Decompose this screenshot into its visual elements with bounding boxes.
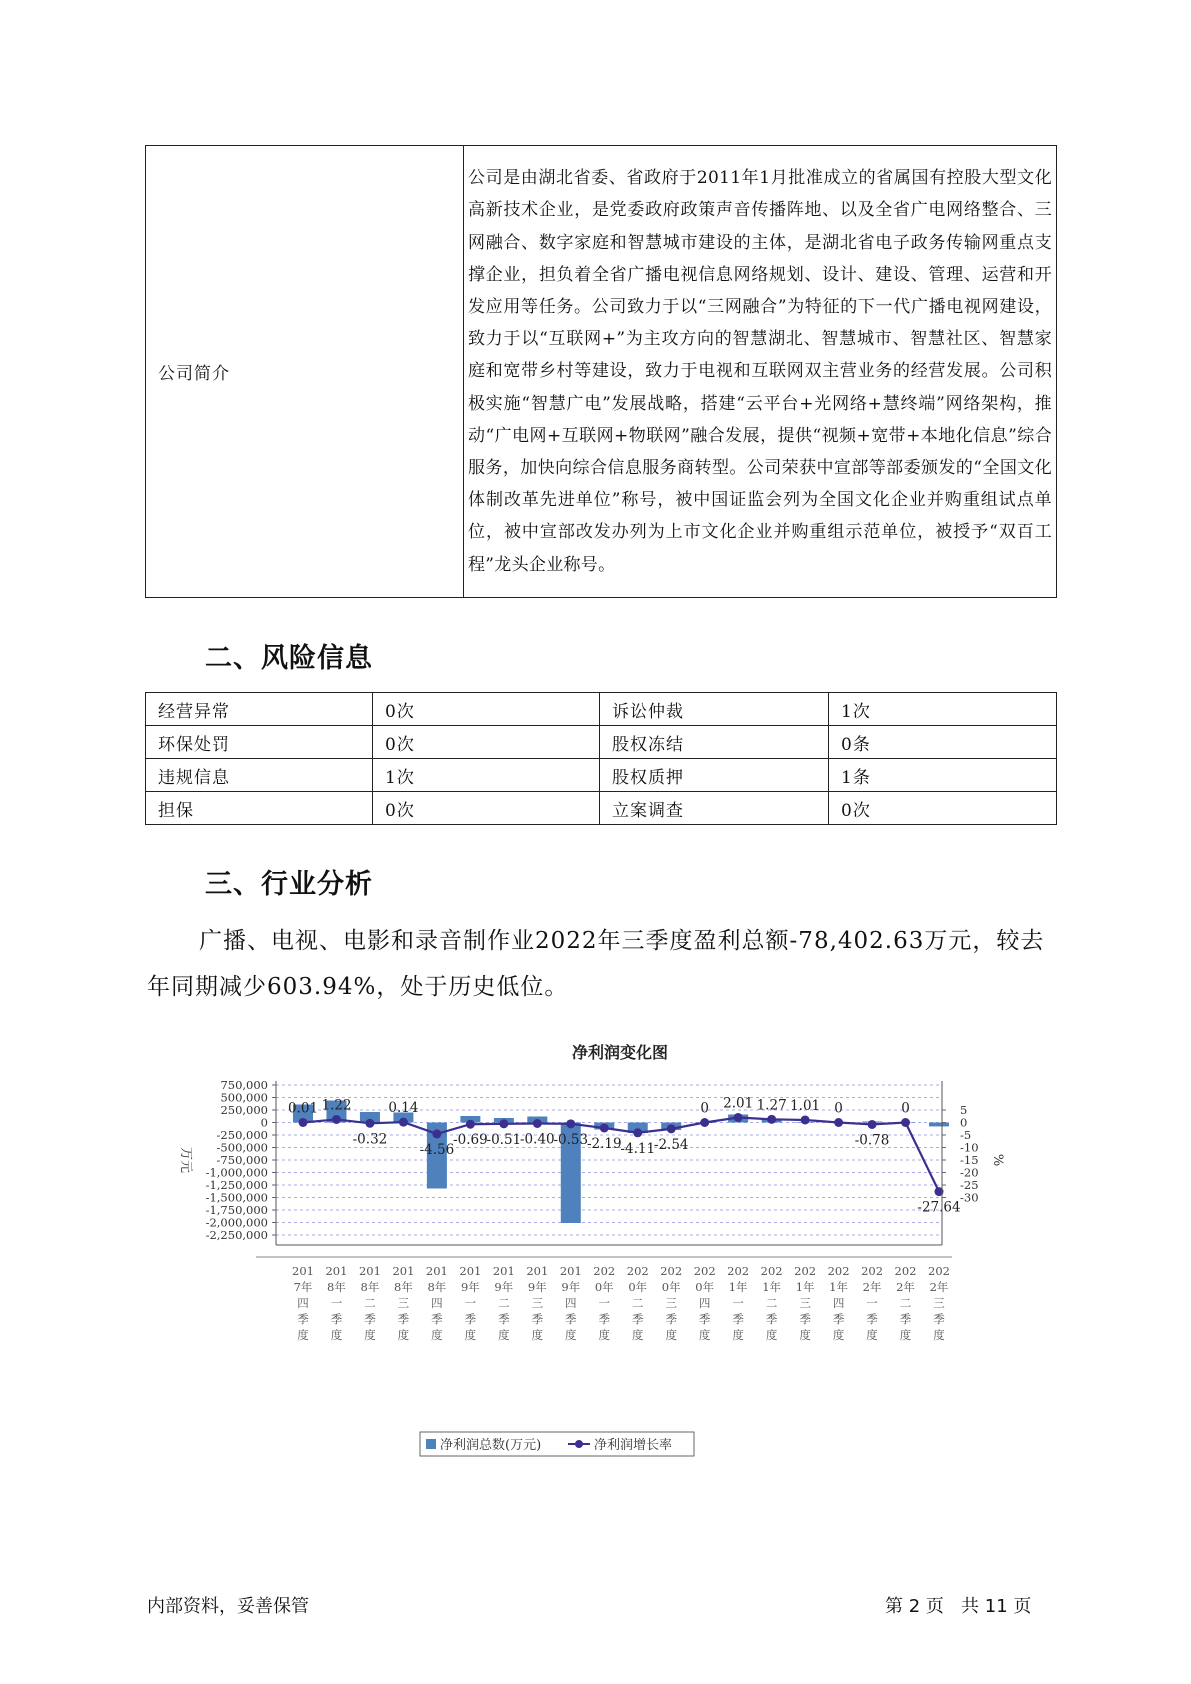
x-tick-label: 201 — [459, 1264, 482, 1278]
x-tick-label: 202 — [626, 1264, 649, 1278]
risk-cell: 股权冻结 — [600, 726, 829, 759]
x-tick-label: 8年 — [427, 1280, 447, 1294]
x-tick-label: 度 — [431, 1328, 443, 1342]
x-tick-label: 2年 — [862, 1280, 882, 1294]
x-tick-label: 8年 — [394, 1280, 413, 1294]
table-row — [146, 693, 1057, 726]
risk-cell: 立案调查 — [600, 792, 829, 825]
x-tick-label: 201 — [425, 1264, 448, 1278]
x-tick-label: 度 — [364, 1328, 376, 1342]
y-left-axis-label: 万元 — [178, 1146, 193, 1174]
x-tick-label: 二 — [899, 1296, 912, 1310]
x-tick-label: 0年 — [594, 1280, 614, 1294]
growth-point — [600, 1123, 609, 1132]
x-tick-label: 1年 — [762, 1280, 782, 1294]
x-tick-label: 度 — [397, 1328, 410, 1342]
data-label: -2.19 — [586, 1135, 622, 1152]
x-tick-label: 202 — [760, 1264, 783, 1278]
x-tick-label: 0年 — [661, 1280, 681, 1294]
x-tick-label: 季 — [832, 1312, 845, 1326]
x-tick-label: 0年 — [695, 1280, 715, 1294]
x-tick-label: 季 — [799, 1312, 811, 1326]
data-label: 0 — [901, 1100, 910, 1117]
intro-label: 公司简介 — [146, 146, 464, 598]
y-left-tick-label: -1,500,000 — [205, 1190, 268, 1205]
x-tick-label: 9年 — [527, 1280, 547, 1294]
data-label: -0.40 — [520, 1131, 555, 1148]
legend-swatch-point — [575, 1440, 583, 1448]
data-label: -4.11 — [620, 1140, 656, 1157]
x-tick-label: 2年 — [929, 1280, 949, 1294]
risk-cell: 0次 — [373, 693, 600, 726]
section-title-industry: 三、行业分析 — [205, 869, 373, 900]
x-tick-label: 1年 — [829, 1280, 848, 1294]
x-tick-label: 度 — [732, 1328, 744, 1342]
x-tick-label: 四 — [431, 1296, 443, 1310]
x-tick-label: 201 — [392, 1264, 415, 1278]
risk-cell: 1条 — [829, 759, 1057, 792]
x-tick-label: 度 — [464, 1328, 477, 1342]
growth-point — [700, 1118, 709, 1127]
x-tick-label: 202 — [660, 1264, 683, 1278]
legend-swatch-bar — [426, 1439, 436, 1449]
risk-cell: 0条 — [829, 726, 1057, 759]
growth-point — [499, 1119, 508, 1128]
x-tick-label: 201 — [526, 1264, 549, 1278]
risk-cell: 0次 — [829, 792, 1057, 825]
table-row — [146, 759, 1057, 792]
x-tick-label: 一 — [330, 1296, 343, 1310]
risk-cell: 经营异常 — [146, 693, 373, 726]
x-tick-label: 1年 — [795, 1280, 815, 1294]
company-intro-table — [145, 145, 1057, 598]
growth-point — [734, 1113, 743, 1122]
risk-cell: 1次 — [829, 693, 1057, 726]
y-right-tick-label: -15 — [960, 1153, 979, 1167]
risk-cell: 担保 — [146, 792, 373, 825]
y-left-tick-label: 0 — [260, 1115, 268, 1130]
growth-point — [466, 1120, 475, 1129]
x-tick-label: 度 — [698, 1328, 711, 1342]
x-tick-label: 二 — [631, 1296, 644, 1310]
legend-label-line: 净利润增长率 — [594, 1438, 673, 1453]
x-tick-label: 201 — [358, 1264, 381, 1278]
data-label: -0.78 — [854, 1132, 890, 1149]
x-tick-label: 1年 — [728, 1280, 748, 1294]
x-tick-label: 202 — [794, 1264, 817, 1278]
risk-cell: 诉讼仲裁 — [600, 693, 829, 726]
x-tick-label: 四 — [698, 1296, 711, 1310]
x-tick-label: 0年 — [628, 1280, 648, 1294]
risk-cell: 违规信息 — [146, 759, 373, 792]
x-tick-label: 度 — [598, 1328, 611, 1342]
x-tick-label: 三 — [531, 1296, 544, 1310]
x-tick-label: 三 — [799, 1296, 811, 1310]
x-tick-label: 度 — [899, 1328, 912, 1342]
data-label: 1.22 — [321, 1097, 352, 1114]
growth-point — [801, 1115, 810, 1124]
data-label: -27.64 — [917, 1199, 961, 1216]
x-tick-label: 季 — [397, 1312, 410, 1326]
growth-point — [868, 1120, 877, 1129]
x-tick-label: 季 — [531, 1312, 544, 1326]
x-tick-label: 201 — [325, 1264, 348, 1278]
table-row — [146, 726, 1057, 759]
risk-cell: 股权质押 — [600, 759, 829, 792]
x-tick-label: 一 — [732, 1296, 744, 1310]
data-label: -2.54 — [653, 1136, 689, 1153]
x-tick-label: 8年 — [327, 1280, 346, 1294]
page-number: 第 2 页 共 11 页 — [885, 1596, 1032, 1617]
x-tick-label: 度 — [866, 1328, 878, 1342]
x-tick-label: 季 — [297, 1312, 309, 1326]
intro-text: 公司是由湖北省委、省政府于2011年1月批准成立的省属国有控股大型文化高新技术企业，是党委政府政策声音传播阵地、以及全省广电网络整合、三网融合、数字家庭和智慧城市建设的主体，是湖北省电子政务传输网重点支撑企业，担负着全省广播电视信息网络规划、设计、建设、管理、运营和开发应用等任务。公司致力于以“三网融合”为特征的下一代广播电视网建设，致力于以“互联网+”为主攻方向的智慧湖北、智慧城市、智慧社区、智慧家庭和宽带乡村等建设，致力于电视和互联网双主营业务的经营发展。公司积极实施“智慧广电”发展战略，搭建“云平台+光网络+慧终端”网络架构，推动“广电网+互联网+物联网”融合发展，提供“视频+宽带+本地化信息”综合服务，加快向综合信息服务商转型。公司荣获中宣部等部委颁发的“全国文化体制改革先进单位”称号，被中国证监会列为全国文化企业并购重组试点单位，被中宣部改发办列为上市文化企业并购重组示范单位，被授予“双百工程”龙头企业称号。 — [464, 146, 1057, 598]
x-tick-label: 二 — [498, 1296, 510, 1310]
x-tick-label: 三 — [933, 1296, 945, 1310]
chart-legend — [420, 1432, 694, 1456]
x-tick-label: 度 — [933, 1328, 945, 1342]
risk-cell: 1次 — [373, 759, 600, 792]
risk-cell: 0次 — [373, 792, 600, 825]
growth-point — [834, 1118, 843, 1127]
x-tick-label: 二 — [364, 1296, 376, 1310]
data-label: -0.53 — [553, 1131, 589, 1148]
x-tick-label: 度 — [498, 1328, 510, 1342]
x-tick-label: 度 — [531, 1328, 544, 1342]
x-tick-label: 一 — [598, 1296, 611, 1310]
x-tick-label: 季 — [364, 1312, 376, 1326]
industry-paragraph-text: 广播、电视、电影和录音制作业2022年三季度盈利总额-78,402.63万元，较去年同期减少603.94%，处于历史低位。 — [147, 928, 1045, 1000]
x-tick-label: 202 — [861, 1264, 884, 1278]
y-left-tick-label: 500,000 — [220, 1090, 268, 1105]
data-label: -0.51 — [486, 1131, 522, 1148]
x-tick-label: 度 — [765, 1328, 778, 1342]
y-left-tick-label: -2,000,000 — [205, 1215, 268, 1230]
growth-point — [365, 1119, 374, 1128]
data-label: -0.32 — [352, 1131, 388, 1148]
x-tick-label: 201 — [492, 1264, 515, 1278]
x-tick-label: 季 — [933, 1312, 945, 1326]
x-tick-label: 9年 — [561, 1280, 581, 1294]
x-tick-label: 202 — [894, 1264, 917, 1278]
growth-point — [432, 1129, 441, 1138]
x-tick-label: 9年 — [494, 1280, 514, 1294]
data-label: 2.01 — [723, 1095, 754, 1112]
data-label: 0.01 — [287, 1100, 319, 1117]
x-tick-label: 202 — [827, 1264, 850, 1278]
x-tick-label: 季 — [732, 1312, 744, 1326]
x-tick-label: 度 — [799, 1328, 811, 1342]
x-tick-label: 度 — [631, 1328, 644, 1342]
risk-cell: 环保处罚 — [146, 726, 373, 759]
y-right-tick-label: -10 — [960, 1140, 979, 1155]
y-left-tick-label: -1,000,000 — [205, 1165, 268, 1180]
growth-point — [299, 1118, 308, 1127]
y-left-tick-label: 250,000 — [220, 1103, 268, 1117]
x-tick-label: 四 — [297, 1296, 309, 1310]
x-tick-label: 季 — [498, 1312, 510, 1326]
x-tick-label: 度 — [297, 1328, 309, 1342]
x-tick-label: 度 — [665, 1328, 677, 1342]
x-tick-label: 度 — [565, 1328, 577, 1342]
data-label: -4.56 — [419, 1141, 455, 1158]
x-tick-label: 一 — [464, 1296, 477, 1310]
x-tick-label: 季 — [330, 1312, 343, 1326]
x-tick-label: 季 — [631, 1312, 644, 1326]
x-tick-label: 一 — [866, 1296, 878, 1310]
x-tick-label: 202 — [928, 1264, 950, 1278]
data-label: 1.27 — [756, 1097, 787, 1114]
y-left-tick-label: 750,000 — [220, 1078, 268, 1092]
x-tick-label: 二 — [765, 1296, 778, 1310]
data-label: 0 — [834, 1100, 843, 1117]
x-tick-label: 季 — [431, 1312, 443, 1326]
y-right-tick-label: -30 — [960, 1190, 979, 1205]
y-right-tick-label: -5 — [960, 1128, 972, 1142]
x-tick-label: 季 — [899, 1312, 912, 1326]
x-tick-label: 201 — [559, 1264, 582, 1278]
x-tick-label: 8年 — [360, 1280, 380, 1294]
y-right-axis-label: % — [990, 1153, 1005, 1167]
x-tick-label: 202 — [727, 1264, 750, 1278]
data-label: 1.01 — [790, 1097, 821, 1114]
x-tick-label: 202 — [693, 1264, 716, 1278]
x-tick-label: 季 — [464, 1312, 477, 1326]
table-row — [146, 792, 1057, 825]
x-tick-label: 四 — [832, 1296, 845, 1310]
x-tick-label: 季 — [698, 1312, 711, 1326]
y-left-tick-label: -500,000 — [216, 1140, 268, 1155]
growth-point — [667, 1124, 676, 1133]
x-tick-label: 季 — [765, 1312, 778, 1326]
chart-title: 净利润变化图 — [571, 1043, 669, 1062]
net-profit-chart — [170, 1030, 1010, 1492]
y-left-tick-label: -2,250,000 — [205, 1228, 268, 1242]
y-right-tick-label: -20 — [960, 1165, 979, 1180]
x-tick-label: 三 — [397, 1296, 410, 1310]
y-right-tick-label: -25 — [960, 1178, 979, 1192]
x-tick-label: 度 — [832, 1328, 845, 1342]
x-tick-label: 季 — [565, 1312, 577, 1326]
x-tick-label: 季 — [665, 1312, 677, 1326]
data-label: 0 — [700, 1100, 709, 1117]
x-tick-label: 7年 — [293, 1280, 313, 1294]
chart-bars — [293, 1101, 949, 1224]
risk-info-table — [145, 692, 1057, 825]
y-right-tick-label: 0 — [960, 1115, 968, 1130]
y-left-tick-label: -1,250,000 — [205, 1178, 268, 1192]
footer-note: 内部资料，妥善保管 — [147, 1596, 309, 1617]
growth-point — [633, 1128, 642, 1137]
section-title-risk: 二、风险信息 — [205, 643, 373, 674]
x-tick-label: 三 — [665, 1296, 677, 1310]
industry-paragraph — [147, 918, 1055, 1010]
y-left-tick-label: -1,750,000 — [205, 1203, 268, 1217]
x-tick-label: 9年 — [460, 1280, 480, 1294]
y-right-tick-label: 5 — [960, 1103, 968, 1117]
x-tick-label: 202 — [593, 1264, 616, 1278]
growth-point — [767, 1115, 776, 1124]
y-left-tick-label: -250,000 — [216, 1128, 268, 1142]
x-tick-label: 201 — [292, 1264, 314, 1278]
y-left-tick-label: -750,000 — [216, 1153, 268, 1167]
risk-cell: 0次 — [373, 726, 600, 759]
growth-point — [901, 1118, 910, 1127]
data-label: 0.14 — [388, 1100, 419, 1117]
x-tick-label: 2年 — [896, 1280, 915, 1294]
x-tick-label: 度 — [330, 1328, 343, 1342]
legend-label-bar: 净利润总数(万元) — [440, 1438, 542, 1453]
x-tick-label: 四 — [565, 1296, 577, 1310]
x-tick-label: 季 — [866, 1312, 878, 1326]
growth-point — [332, 1115, 341, 1124]
growth-point — [399, 1118, 408, 1127]
bar — [929, 1123, 949, 1127]
data-label: -0.69 — [453, 1132, 488, 1149]
growth-point — [566, 1119, 575, 1128]
x-tick-label: 季 — [598, 1312, 611, 1326]
growth-point — [533, 1119, 542, 1128]
